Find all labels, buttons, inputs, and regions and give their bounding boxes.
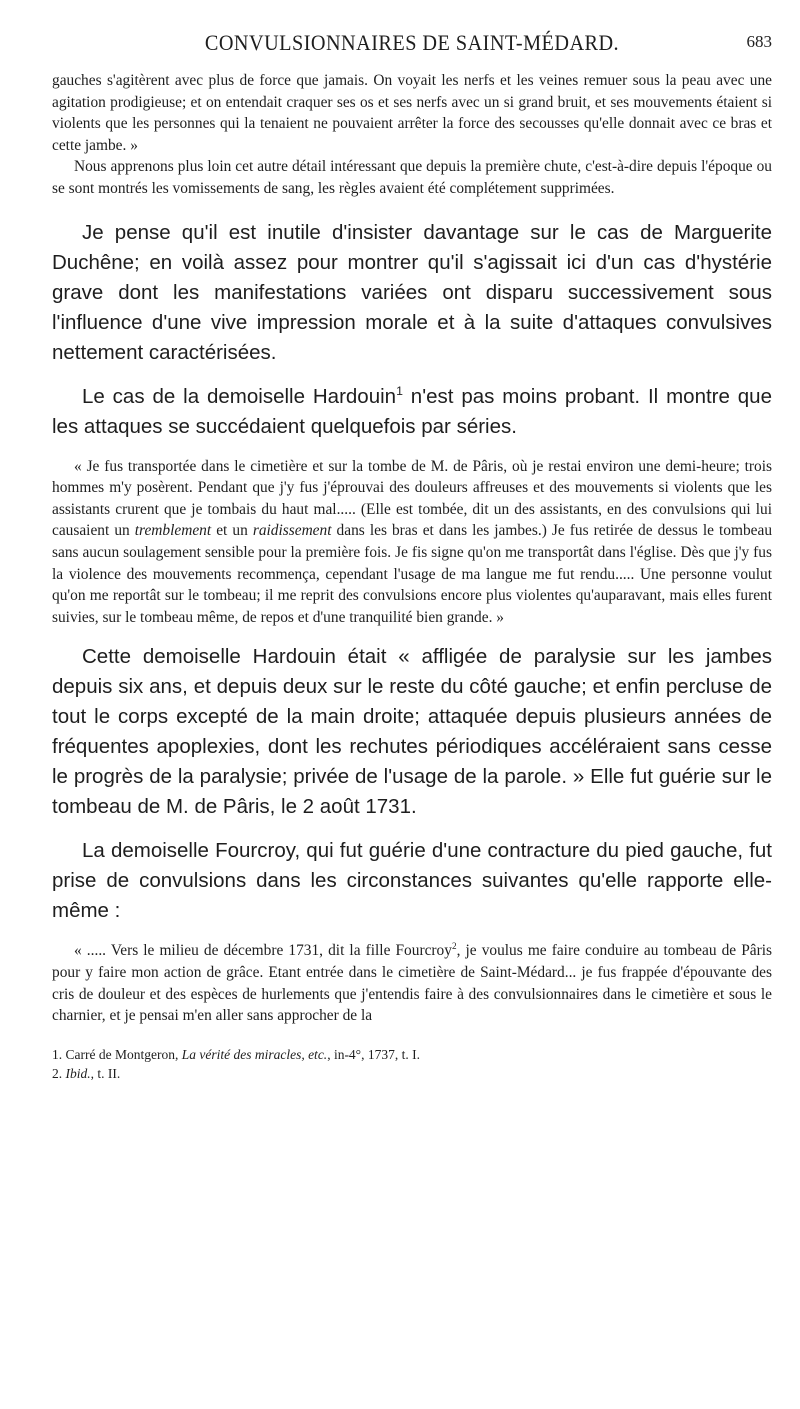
text-span: Le cas de la demoiselle Hardouin — [82, 384, 397, 408]
text-span: , je voulus me faire conduire au tombeau de Pâris pour y faire mon action de grâce. Etant entrée dans le cimetière de Saint-Médard... je fus frappée d'épouvante des cris de douleur et des espèces de hurlements que j'entendis faire à des convulsionnaires dans le cimetière et sous le charnier, et je pensai m'en aller sans approcher de la — [52, 942, 773, 1025]
paragraph-hardouin-condition: Cette demoiselle Hardouin était « affligée de paralysie sur les jambes depuis six ans, et depuis deux sur le reste du côté gauche; et enfin percluse de tout le corps excepté de la main droite; attaquée depuis plusieurs années de fréquentes apoplexies, dont les rechutes périodiques accéléraient sans cesse le progrès de la paralysie; privée de l'usage de la parole. » Elle fut guérie sur le tombeau de M. de Pâris, le 2 août 1731. — [52, 645, 772, 819]
footnote-ref-1: 1 — [396, 383, 403, 398]
running-title: CONVULSIONNAIRES DE SAINT-MÉDARD. — [204, 30, 620, 55]
paragraph-fourcroy-quote — [52, 940, 772, 1026]
paragraph-hardouin-intro — [52, 382, 772, 442]
italic-term: raidissement — [252, 522, 332, 540]
text-span: et un — [211, 522, 253, 540]
page-number: 683 — [746, 32, 772, 51]
paragraph-duchene: Je pense qu'il est inutile d'insister davantage sur le cas de Marguerite Duchêne; en voilà assez pour montrer qu'il s'agissait ici d'un cas d'hystérie grave dont les manifestations variées ont disparu successivement sous l'influence d'une vive impression morale et à la suite d'attaques convulsives nettement caractérisées. — [52, 220, 772, 364]
footnotes — [52, 1045, 772, 1083]
italic-term: tremblement — [134, 522, 212, 540]
paragraph-detail: Nous apprenons plus loin cet autre détail intéressant que depuis la première chute, c'est-à-dire depuis l'époque ou se sont montrés les vomissements de sang, les règles avaient été complétement supprimées. — [52, 158, 772, 197]
text-span: 2. — [52, 1065, 66, 1081]
text-span: , in-4°, 1737, t. I. — [327, 1046, 420, 1062]
footnote-1 — [52, 1045, 772, 1064]
italic-title: La vérité des miracles, etc. — [181, 1046, 328, 1062]
paragraph-fourcroy-intro: La demoiselle Fourcroy, qui fut guérie d'une contracture du pied gauche, fut prise de convulsions dans les circonstances suivantes qu'elle rapporte elle-même : — [52, 839, 772, 923]
text-span: 1. Carré de Montgeron, — [52, 1046, 182, 1062]
text-span: « ..... Vers le milieu de décembre 1731, dit la fille Fourcroy — [74, 942, 452, 960]
paragraph-hardouin-quote — [52, 456, 772, 629]
running-head — [52, 30, 772, 70]
text-span: « Je fus transportée dans le cimetière et sur la tombe de M. de Pâris, où je restai environ une demi-heure; trois hommes m'y posèrent. Pendant que j'y fus j'éprouvai des douleurs affreuses et des mouvements si violents que les assistants crurent que je tombais du haut mal..... (Elle est tombée, dit un des assistants, en des convulsions qui lui causaient un — [52, 457, 772, 540]
paragraph-continued-quote: gauches s'agitèrent avec plus de force que jamais. On voyait les nerfs et les veines remuer sous la peau avec une agitation prodigieuse; et on entendait craquer ses os et ses nerfs avec un si grand bruit, et ses mouvements étaient si violents que les personnes qui la tenaient ne pouvaient arrêter la force des secousses qu'elle donnait avec ce bras et cette jambe. » — [52, 72, 772, 154]
footnote-2 — [52, 1064, 772, 1083]
text-span: dans les bras et dans les jambes.) Je fus retirée de dessus le tombeau sans aucun soulagement sensible pour la première fois. Je fis signe qu'on me transportât dans l'église. Dès que j'y fus la violence des mouvements recommença, cependant l'usage de ma langue me fut rendu..... Une personne voulut qu'on me reportât sur le tombeau; il me reprit des convulsions encore plus violentes qu'auparavant, mais elles furent suivies, sur le tombeau même, de repos et d'une tranquilité bien grande. » — [52, 522, 773, 626]
text-span: n'est pas moins probant. Il montre que les attaques se succédaient quelquefois par séries. — [52, 384, 772, 438]
footnote-ref-2: 2 — [451, 941, 457, 952]
italic-title: Ibid. — [65, 1065, 91, 1081]
text-span: , t. II. — [90, 1065, 121, 1081]
